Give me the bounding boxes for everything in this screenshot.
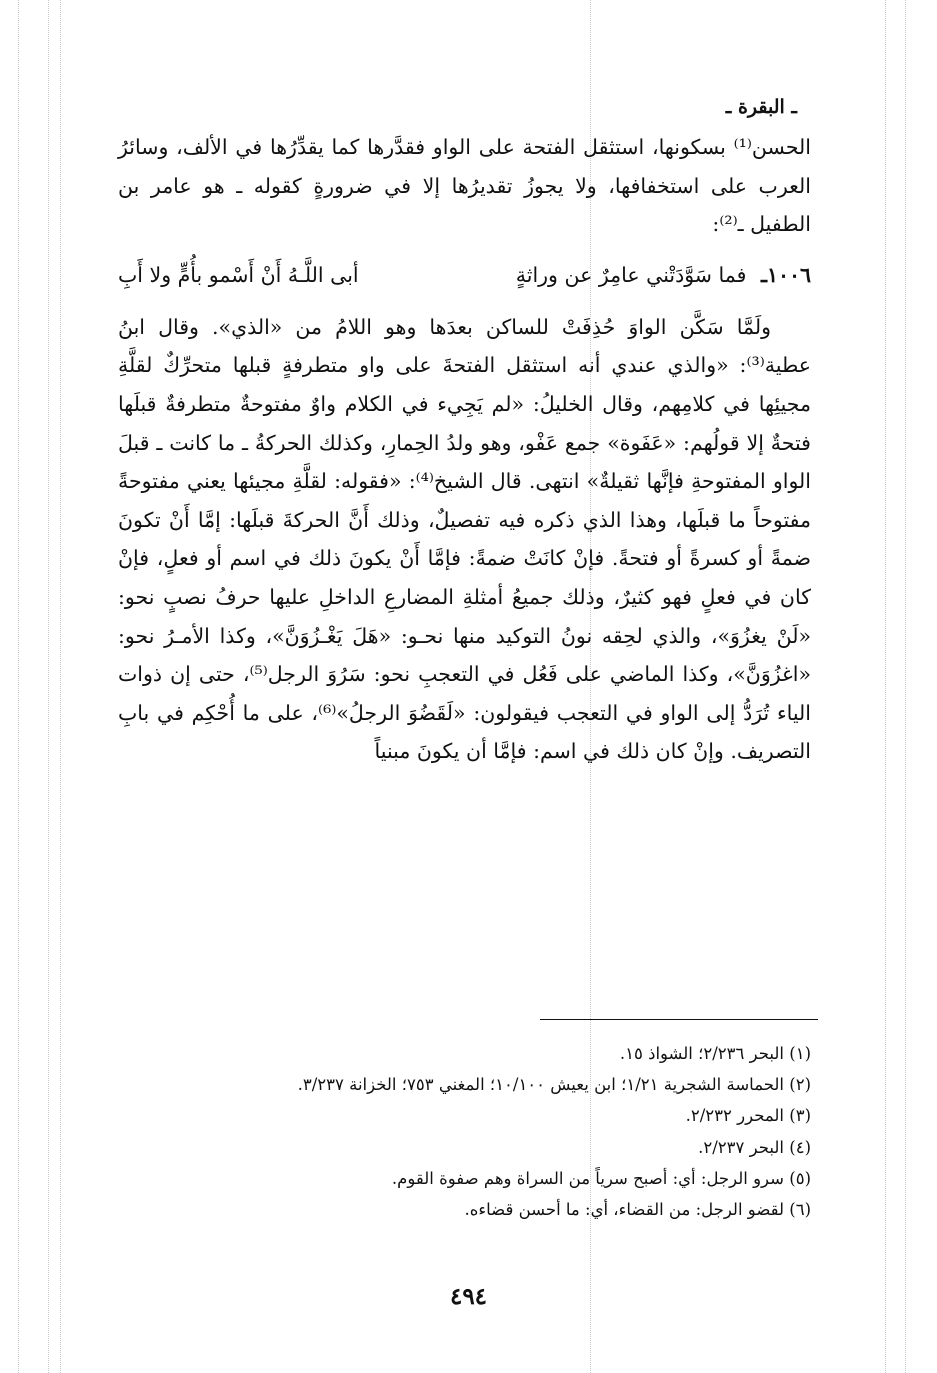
paragraph-2: ولَمَّا سَكَّن الواوَ حُذِفَتْ للساكن بعدَها وهو اللامُ من «الذي». وقال ابنُ عطية⁽³⁾: «والذي عندي أنه استثقل الفتحةَ على واو متطرفةٍ قبلها متحرِّكٌ لقلَّةِ مجيئِها في كلامِهم، وقال الخليلُ: «لم يَجِيء في الكلام واوٌ مفتوحةٌ متطرفةٌ قبلَها فتحةٌ إلا قولُهم: «عَفَوة» جمع عَفْو، وهو ولدُ الحِمارِ، وكذلك الحركةُ ـ ما كانت ـ قبلَ الواو المفتوحةِ فإنَّها ثقيلةٌ» انتهى. قال الشيخ⁽⁴⁾: «فقوله: لقلَّةِ مجيئها يعني مفتوحةً مفتوحاً ما قبلَها، وهذا الذي ذكره فيه تفصيلٌ، وذلك أَنَّ الحركةَ قبلَها: إمَّا أَنْ تكونَ ضمةً أو كسرةً أو فتحةً. فإنْ كانَتْ ضمةً: فإمَّا أَنْ يكونَ ذلك في اسم أو فعلٍ، فإنْ كان في فعلٍ فهو كثيرٌ، وذلك جميعُ أمثلةِ المضارعِ الداخلِ عليها حرفُ نصبٍ نحو: «لَنْ يغزُوَ»، والذي لحِقه نونُ التوكيد منها نحـو: «هَلَ يَغْـزُوَنَّ»، وكذا الأمـرُ نحو: «اغزُوَنَّ»، وكذا الماضي على فَعُل في التعجبِ نحو: سَرُوَ الرجل⁽⁵⁾، حتى إن ذوات الياء تُرَدُّ إلى الواو في التعجب فيقولون: «لَقَضُوَ الرجلُ»⁽⁶⁾، على ما أُحْكِم في بابِ التصريف. وإنْ كان ذلك في اسم: فإمَّا أن يكونَ مبنياً	[118, 314, 812, 764]
scan-guide-line	[60, 0, 61, 1373]
verse-line	[118, 256, 811, 294]
scan-guide-line	[905, 0, 906, 1373]
scan-guide-line	[18, 0, 19, 1373]
footnote-6: (٦) لقضو الرجل: من القضاء، أي: ما أحسن قضاءه.	[464, 1200, 811, 1220]
footnote-3: (٣) المحرر ٢/٢٣٢.	[685, 1106, 811, 1126]
scan-guide-line	[885, 0, 886, 1373]
footnote-5: (٥) سرو الرجل: أي: أصبح سرياً من السراة وهم صفوة القوم.	[391, 1168, 811, 1188]
footnote-4: (٤) البحر ٢/٢٣٧.	[698, 1137, 811, 1157]
verse-first-half	[516, 256, 811, 294]
footnotes	[118, 1038, 811, 1225]
main-text	[118, 128, 811, 771]
verse-number: ١٠٠٦ـ	[760, 262, 811, 287]
paragraph-1: الحسن⁽¹⁾ بسكونها، استثقل الفتحة على الواو فقدَّرها كما يقدِّرُها في الألف، وسائرُ العرب على استخفافها، ولا يجوزُ تقديرُها إلا في ضرورةٍ كقوله ـ هو عامر بن الطفيل ـ⁽²⁾:	[118, 135, 811, 237]
footnote-1: (١) البحر ٢/٢٣٦؛ الشواذ ١٥.	[619, 1044, 811, 1063]
footnote-separator	[540, 1019, 818, 1020]
verse-hemistich-1: فما سَوَّدَتْني عامِرٌ عن وراثةٍ	[515, 262, 747, 287]
page-number: ٤٩٤	[449, 1283, 488, 1310]
verse-hemistich-2: أبى اللَّـهُ أَنْ أَسْمو بأُمٍّ ولا أَبِ	[118, 262, 359, 287]
footnote-2: (٢) الحماسة الشجرية ١/٢١؛ ابن يعيش ١٠/١٠٠؛ المغني ٧٥٣؛ الخزانة ٣/٢٣٧.	[297, 1075, 811, 1095]
scan-guide-line	[48, 0, 49, 1373]
running-head: ـ البقرة ـ	[725, 96, 797, 118]
